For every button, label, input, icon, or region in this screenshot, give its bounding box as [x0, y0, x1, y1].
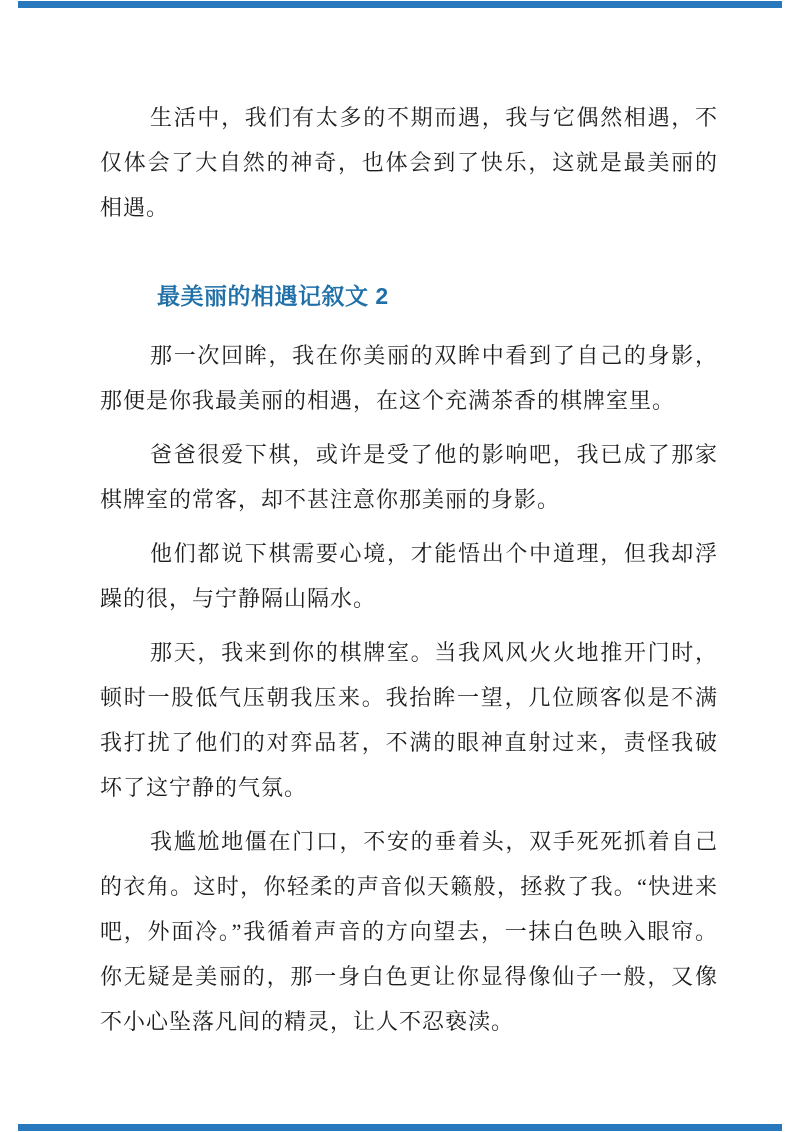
page-bottom-border-rule — [18, 1124, 782, 1131]
essay-paragraph: 我尴尬地僵在门口，不安的垂着头，双手死死抓着自己的衣角。这时，你轻柔的声音似天籁般，拯救了我。“快进来吧，外面冷。”我循着声音的方向望去，一抹白色映入眼帘。你无疑是美丽的，那一身白色更让你显得像仙子一般，又像不小心坠落凡间的精灵，让人不忍亵渎。 — [100, 829, 718, 1034]
essay-paragraph: 生活中，我们有太多的不期而遇，我与它偶然相遇，不仅体会了大自然的神奇，也体会到了快乐，这就是最美丽的相遇。 — [100, 105, 718, 220]
section-heading: 最美丽的相遇记叙文 2 — [157, 283, 389, 309]
essay-paragraph: 那一次回眸，我在你美丽的双眸中看到了自己的身影，那便是你我最美丽的相遇，在这个充满茶香的棋牌室里。 — [100, 343, 718, 413]
essay-paragraph: 那天，我来到你的棋牌室。当我风风火火地推开门时，顿时一股低气压朝我压来。我抬眸一望，几位顾客似是不满我打扰了他们的对弈品茗，不满的眼神直射过来，责怪我破坏了这宁静的气氛。 — [100, 640, 718, 800]
essay-paragraph: 爸爸很爱下棋，或许是受了他的影响吧，我已成了那家棋牌室的常客，却不甚注意你那美丽的身影。 — [100, 442, 718, 512]
essay-body — [100, 95, 718, 1053]
page-top-border-rule — [18, 1, 782, 8]
essay-paragraph: 他们都说下棋需要心境，才能悟出个中道理，但我却浮躁的很，与宁静隔山隔水。 — [100, 541, 718, 611]
